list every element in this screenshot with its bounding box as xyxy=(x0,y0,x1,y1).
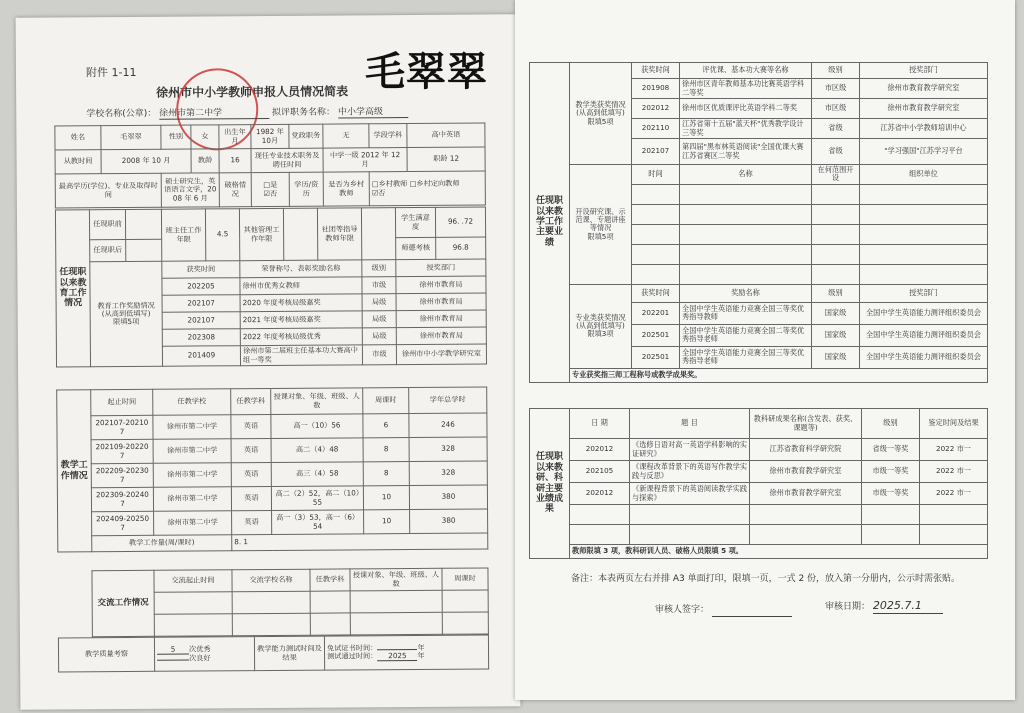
text: ☑否 xyxy=(263,188,278,198)
table-cell: 高一（10）56 xyxy=(271,414,363,439)
table-cell: 学段学科 xyxy=(369,124,407,148)
table-cell: 无 xyxy=(323,124,369,148)
table-cell xyxy=(632,264,680,284)
table-cell xyxy=(680,184,812,204)
table-cell: 名称 xyxy=(680,165,812,185)
table-cell: 英语 xyxy=(231,438,271,462)
table-cell: 党政职务 xyxy=(289,124,323,148)
table-cell: 全国中学生英语能力竞赛全国三等奖优秀指导教师 xyxy=(680,302,812,324)
table-cell: 202107 xyxy=(162,312,240,330)
table-cell xyxy=(680,224,812,244)
table-cell: 徐州市第二中学 xyxy=(153,487,231,512)
attachment-label: 附件 1-11 xyxy=(85,65,137,80)
table-cell: 学历/资历 xyxy=(289,172,323,206)
table-cell: 8. 1 xyxy=(232,533,488,551)
table-cell: 徐州市第二届班主任基本功大赛高中组一等奖 xyxy=(240,345,362,366)
table-cell: 鉴定时间及结果 xyxy=(920,409,988,439)
table-cell: 社团等指导教师年限 xyxy=(317,208,361,260)
basic-info-table xyxy=(54,122,486,208)
table-cell: 全国中学生英语能力测评组织委员会 xyxy=(860,346,988,368)
table-cell: 《选修日语对高一英语学科影响的实证研究》 xyxy=(630,439,750,461)
table-cell: 202012 xyxy=(570,483,630,505)
text: 职龄 xyxy=(433,154,448,164)
table-cell xyxy=(632,224,680,244)
table-cell: 出生年月 xyxy=(219,125,251,149)
table-cell: 202107 xyxy=(162,295,240,313)
review-date: 2025.7.1 xyxy=(873,600,943,614)
table-cell xyxy=(812,184,860,204)
table-cell xyxy=(125,209,161,239)
table-cell xyxy=(126,239,162,261)
table-cell xyxy=(324,635,488,670)
table-cell: 教龄 xyxy=(191,149,219,173)
table-cell: 级别 xyxy=(862,409,920,439)
table-cell xyxy=(812,224,860,244)
table-cell: 交流工作情况 xyxy=(92,570,154,636)
table-cell xyxy=(570,525,630,545)
table-cell: 市级一等奖 xyxy=(862,483,920,505)
duty-years-table xyxy=(55,206,487,367)
text xyxy=(86,107,408,121)
table-cell: 任教学科 xyxy=(310,569,350,591)
form-title: 徐州市中小学教师申报人员情况简表 xyxy=(156,84,349,100)
table-cell: 破格情况 xyxy=(219,173,251,207)
table-cell: 202012 xyxy=(632,99,680,119)
table-cell: 教育工作奖励情况(从高到低填写) 限填5项 xyxy=(90,261,163,367)
table-cell: 2022 市一 xyxy=(920,439,988,461)
text xyxy=(157,660,189,661)
table-cell: 专业类获奖情况(从高到低填写) 限填3项 xyxy=(570,284,632,368)
text: □乡村定向教师 xyxy=(409,178,460,189)
table-cell: 女 xyxy=(191,125,219,149)
table-cell xyxy=(860,224,988,244)
table-cell: 202107 xyxy=(632,139,680,165)
table-cell: 高二（2）52，高二（10）55 xyxy=(271,486,363,511)
table-cell: 评优课、基本功大赛等名称 xyxy=(680,63,812,79)
table-cell: 202501 xyxy=(632,346,680,368)
table-cell: 最高学历(学位)、专业及取得时间 xyxy=(55,173,161,208)
table-cell: 班主任工作年限 xyxy=(161,209,205,261)
table-cell xyxy=(632,244,680,264)
text: 次良好 xyxy=(189,653,211,663)
table-cell: 202105 xyxy=(570,461,630,483)
table-cell: 硕士研究生，英语语言文学，2008 年 6 月 xyxy=(161,173,219,207)
table-cell: 江苏省教育科学研究院 xyxy=(750,439,862,461)
table-cell: 201409 xyxy=(162,346,240,367)
table-cell: 英语 xyxy=(232,510,272,534)
text xyxy=(377,649,417,650)
table-cell: 徐州市教育教学研究室 xyxy=(860,99,988,119)
table-cell xyxy=(750,525,862,545)
table-cell xyxy=(310,613,350,635)
table-cell: 202109-202207 xyxy=(91,439,153,463)
table-cell: 任现职前 xyxy=(89,209,125,239)
table-cell: 省级 xyxy=(812,119,860,139)
text: 12 xyxy=(449,154,460,164)
table-cell: 级别 xyxy=(812,63,860,79)
text: 年 xyxy=(417,642,425,652)
table-cell: 徐州市教育局 xyxy=(396,327,486,345)
achievements-table xyxy=(529,62,988,383)
table-cell: 市级 xyxy=(362,345,396,365)
table-cell: 任现职以来教育工作情况 xyxy=(55,210,90,367)
table-cell: 《新课程背景下的英语阅读教学实践与探索》 xyxy=(630,483,750,505)
table-cell: 380 xyxy=(409,485,487,510)
table-cell: 202409-202507 xyxy=(92,511,154,535)
review-date-label: 审核日期： xyxy=(825,602,871,612)
table-cell: 师德考核 xyxy=(396,237,436,259)
reviewer-label: 审核人签字： xyxy=(655,605,710,615)
table-cell: 授课对象、年级、班级、人数 xyxy=(271,388,363,415)
table-cell: 教师限填 3 项，教科研训人员、破格人员限填 5 项。 xyxy=(570,545,988,559)
table-cell: 全国中学生英语能力测评组织委员会 xyxy=(860,302,988,324)
table-cell xyxy=(750,505,862,525)
table-cell: 国家级 xyxy=(812,302,860,324)
table-cell: 中学一级 2012 年 12 月 xyxy=(323,148,407,173)
text: 测试通过时间： xyxy=(327,651,378,661)
table-cell: 国家级 xyxy=(812,324,860,346)
table-cell: 徐州市教育教学研究室 xyxy=(750,483,862,505)
table-cell: 江苏省第十五届"蓝天杯"优秀教学设计三等奖 xyxy=(680,119,812,139)
left-page xyxy=(16,14,521,709)
table-cell: 2022 市一 xyxy=(920,483,988,505)
right-page xyxy=(515,0,1015,700)
table-cell: 交流学校名称 xyxy=(232,569,310,592)
research-table xyxy=(529,408,988,559)
table-cell: 市级 xyxy=(362,277,396,294)
table-cell xyxy=(369,171,485,206)
table-cell: 328 xyxy=(409,461,487,486)
table-cell: 其他管理工作年限 xyxy=(239,208,283,260)
table-cell xyxy=(812,204,860,224)
table-cell: 202309-202407 xyxy=(91,487,153,511)
table-cell xyxy=(232,613,310,636)
table-cell: 徐州市教育教学研究室 xyxy=(860,79,988,99)
table-cell: 局级 xyxy=(362,328,396,345)
table-cell: 市区级 xyxy=(812,79,860,99)
teaching-table xyxy=(56,386,488,552)
table-cell: 姓名 xyxy=(55,126,101,150)
table-cell: 高一（3）53，高一（6）54 xyxy=(272,510,364,535)
table-cell: 获奖时间 xyxy=(632,284,680,302)
table-cell: 任现职后 xyxy=(90,239,126,261)
table-cell xyxy=(442,612,488,634)
overlay-name: 毛翠翠 xyxy=(365,49,488,95)
table-cell: 在何范围开设 xyxy=(812,165,860,185)
table-cell: 96. .72 xyxy=(435,207,485,237)
table-cell xyxy=(283,208,317,260)
table-cell xyxy=(862,505,920,525)
table-cell: 2008 年 10 月 xyxy=(101,149,191,174)
table-cell: 202209-202307 xyxy=(91,463,153,487)
table-cell: 202308 xyxy=(162,329,240,347)
school-value: 徐州市第二中学 xyxy=(159,108,269,120)
table-cell: 202110 xyxy=(632,119,680,139)
quality-table xyxy=(58,634,489,672)
table-cell: 徐州市教育局 xyxy=(396,276,486,294)
table-cell: 学年总学时 xyxy=(409,387,487,414)
post-label: 拟评职务名称： xyxy=(272,107,336,118)
table-cell xyxy=(860,264,988,284)
text: 5 xyxy=(157,645,189,655)
table-cell: 《课程改革背景下的英语写作教学实践与反思》 xyxy=(630,461,750,483)
table-cell: 性别 xyxy=(161,125,191,149)
table-cell: 380 xyxy=(410,509,488,534)
table-cell: 获奖时间 xyxy=(162,261,240,279)
table-cell: 教学工作情况 xyxy=(57,390,92,552)
table-cell: 英语 xyxy=(231,486,271,510)
table-cell: 现任专业技术职务及聘任时间 xyxy=(251,148,323,173)
text: □是 xyxy=(263,180,278,190)
table-cell xyxy=(630,525,750,545)
table-cell: 交流起止时间 xyxy=(154,570,232,593)
table-cell: 高二（4）48 xyxy=(271,438,363,463)
table-cell: 授课对象、年级、班级、人数 xyxy=(350,568,442,591)
table-cell: 周课时 xyxy=(442,568,488,590)
table-cell: 高中英语 xyxy=(407,123,485,148)
table-cell: 徐州市第二中学 xyxy=(154,511,232,536)
table-cell: 202012 xyxy=(570,439,630,461)
table-cell xyxy=(350,612,442,635)
table-cell: 202501 xyxy=(632,324,680,346)
table-cell: 第四届"黑布林英语阅读"全国优课大赛江苏省赛区二等奖 xyxy=(680,139,812,165)
text: 免试证书时间： xyxy=(326,642,378,653)
text xyxy=(825,600,943,614)
table-cell: 高三（4）58 xyxy=(271,462,363,487)
table-cell: 开设研究课、示范课、专题讲座等情况 限填5项 xyxy=(570,165,632,285)
table-cell: 教科研成果名称(含发表、获奖、课题等) xyxy=(750,409,862,439)
table-cell: 奖励名称 xyxy=(680,284,812,302)
table-cell: 周课时 xyxy=(363,388,409,414)
table-cell xyxy=(812,244,860,264)
table-cell: 10 xyxy=(363,486,409,510)
table-cell: 2020 年度考核局级嘉奖 xyxy=(240,294,362,312)
table-cell xyxy=(860,204,988,224)
table-cell: 1982 年 10月 xyxy=(251,124,289,148)
table-cell: 国家级 xyxy=(812,346,860,368)
table-cell: 4.5 xyxy=(205,209,239,261)
table-cell: 任现职以来教研、科研主要业绩成果 xyxy=(530,409,570,559)
table-cell xyxy=(442,590,488,612)
table-cell xyxy=(407,147,485,172)
table-cell: 2021 年度考核局级嘉奖 xyxy=(240,311,362,329)
table-cell: 毛翠翠 xyxy=(101,125,161,149)
table-cell xyxy=(920,525,988,545)
table-cell xyxy=(680,244,812,264)
table-cell xyxy=(251,172,289,206)
table-cell: 任教学校 xyxy=(153,389,231,416)
table-cell: 2022 年度考核局级优秀 xyxy=(240,328,362,346)
table-cell: 市级一等奖 xyxy=(862,461,920,483)
table-cell: 全国中学生英语能力竞赛全国三等奖优秀指导老师 xyxy=(680,346,812,368)
table-cell: 201908 xyxy=(632,79,680,99)
table-cell xyxy=(570,505,630,525)
table-cell xyxy=(632,184,680,204)
table-cell: 教学类获奖情况(从高到低填写) 限填5项 xyxy=(570,63,632,165)
table-cell: 专业获奖指三师工程称号或教学成果奖。 xyxy=(570,368,988,382)
table-cell: 教学工作量(周/课时) xyxy=(92,535,232,552)
table-cell xyxy=(860,184,988,204)
table-cell xyxy=(860,244,988,264)
table-cell: 202205 xyxy=(162,278,240,296)
table-cell: 级别 xyxy=(812,284,860,302)
text xyxy=(655,600,792,617)
table-cell: 徐州市第二中学 xyxy=(153,439,231,464)
table-cell: 是否为乡村教师 xyxy=(323,172,369,206)
table-cell: 16 xyxy=(219,149,251,173)
table-cell: 获奖时间 xyxy=(632,63,680,79)
table-cell: 级别 xyxy=(362,260,396,277)
text: 年 xyxy=(417,650,425,660)
text: 2025 xyxy=(377,652,417,662)
table-cell: 江苏省中小学教师培训中心 xyxy=(860,119,988,139)
table-cell: 全国中学生英语能力竞赛全国二等奖优秀指导老师 xyxy=(680,324,812,346)
table-cell xyxy=(812,264,860,284)
table-cell: 局级 xyxy=(362,294,396,311)
table-cell: 8 xyxy=(363,438,409,462)
table-cell: 202107-202107 xyxy=(91,415,153,439)
table-cell: 英语 xyxy=(231,462,271,486)
table-cell: 徐州市第二中学 xyxy=(153,415,231,440)
table-cell: 日 期 xyxy=(570,409,630,439)
remark-text: 备注：本表两页左右并排 A3 单面打印，限填一页，一式 2 份，放入第一分册内，公示时需张贴。 xyxy=(571,574,961,584)
table-cell: 从教时间 xyxy=(55,150,101,174)
table-cell xyxy=(632,204,680,224)
table-cell: 328 xyxy=(409,437,487,462)
table-cell: 荣誉称号、表彰奖励名称 xyxy=(240,260,362,278)
table-cell xyxy=(862,525,920,545)
table-cell: 246 xyxy=(409,413,487,438)
table-cell: 6 xyxy=(363,414,409,438)
table-cell xyxy=(630,505,750,525)
table-cell: 授奖部门 xyxy=(860,284,988,302)
table-cell: "学习强国"江苏学习平台 xyxy=(860,139,988,165)
table-cell: 全国中学生英语能力测评组织委员会 xyxy=(860,324,988,346)
text: ☑否 xyxy=(371,187,386,197)
table-cell: 省级一等奖 xyxy=(862,439,920,461)
table-cell xyxy=(920,505,988,525)
table-cell: 徐州市教育局 xyxy=(396,310,486,328)
text xyxy=(712,600,792,617)
table-cell: 任现职以来教学工作主要业绩 xyxy=(530,63,570,383)
table-cell: 徐州市教育教学研究室 xyxy=(750,461,862,483)
table-cell: 2022 市一 xyxy=(920,461,988,483)
table-cell: 学生满意度 xyxy=(395,207,435,237)
table-cell xyxy=(310,591,350,613)
table-cell xyxy=(361,208,395,260)
table-cell: 徐州市区优质课评比英语学科二等奖 xyxy=(680,99,812,119)
table-cell xyxy=(350,590,442,613)
text: □乡村教师 xyxy=(371,179,408,189)
table-cell: 8 xyxy=(363,462,409,486)
table-cell: 徐州市中小学教学研究室 xyxy=(396,344,486,365)
table-cell: 省级 xyxy=(812,139,860,165)
table-cell: 授奖部门 xyxy=(860,63,988,79)
table-cell: 市区级 xyxy=(812,99,860,119)
table-cell: 教学能力测试时间及结果 xyxy=(254,636,324,670)
table-cell: 组织单位 xyxy=(860,165,988,185)
table-cell: 徐州市优秀女教师 xyxy=(240,277,362,295)
school-label: 学校名称(公章)： xyxy=(86,108,157,120)
table-cell xyxy=(154,614,232,637)
table-cell: 局级 xyxy=(362,311,396,328)
table-cell: 徐州市第二中学 xyxy=(153,463,231,488)
post-value: 中小学高级 xyxy=(338,107,408,119)
table-cell: 题 目 xyxy=(630,409,750,439)
table-cell: 202201 xyxy=(632,302,680,324)
table-cell: 任教学科 xyxy=(231,388,271,414)
table-cell: 徐州市区青年教师基本功比赛英语学科二等奖 xyxy=(680,79,812,99)
table-cell xyxy=(154,637,254,672)
table-cell: 授奖部门 xyxy=(396,259,486,277)
table-cell xyxy=(680,264,812,284)
table-cell xyxy=(154,592,232,615)
table-cell: 起止时间 xyxy=(91,389,153,415)
table-cell xyxy=(680,204,812,224)
exchange-table xyxy=(91,567,488,637)
text: 次优秀 xyxy=(188,644,211,654)
table-cell: 徐州市教育局 xyxy=(396,293,486,311)
table-cell: 教学质量考察 xyxy=(58,637,154,672)
table-cell: 10 xyxy=(364,510,410,534)
table-cell: 96.8 xyxy=(436,237,486,259)
table-cell: 英语 xyxy=(231,414,271,438)
table-cell: 时间 xyxy=(632,165,680,185)
table-cell xyxy=(232,591,310,614)
